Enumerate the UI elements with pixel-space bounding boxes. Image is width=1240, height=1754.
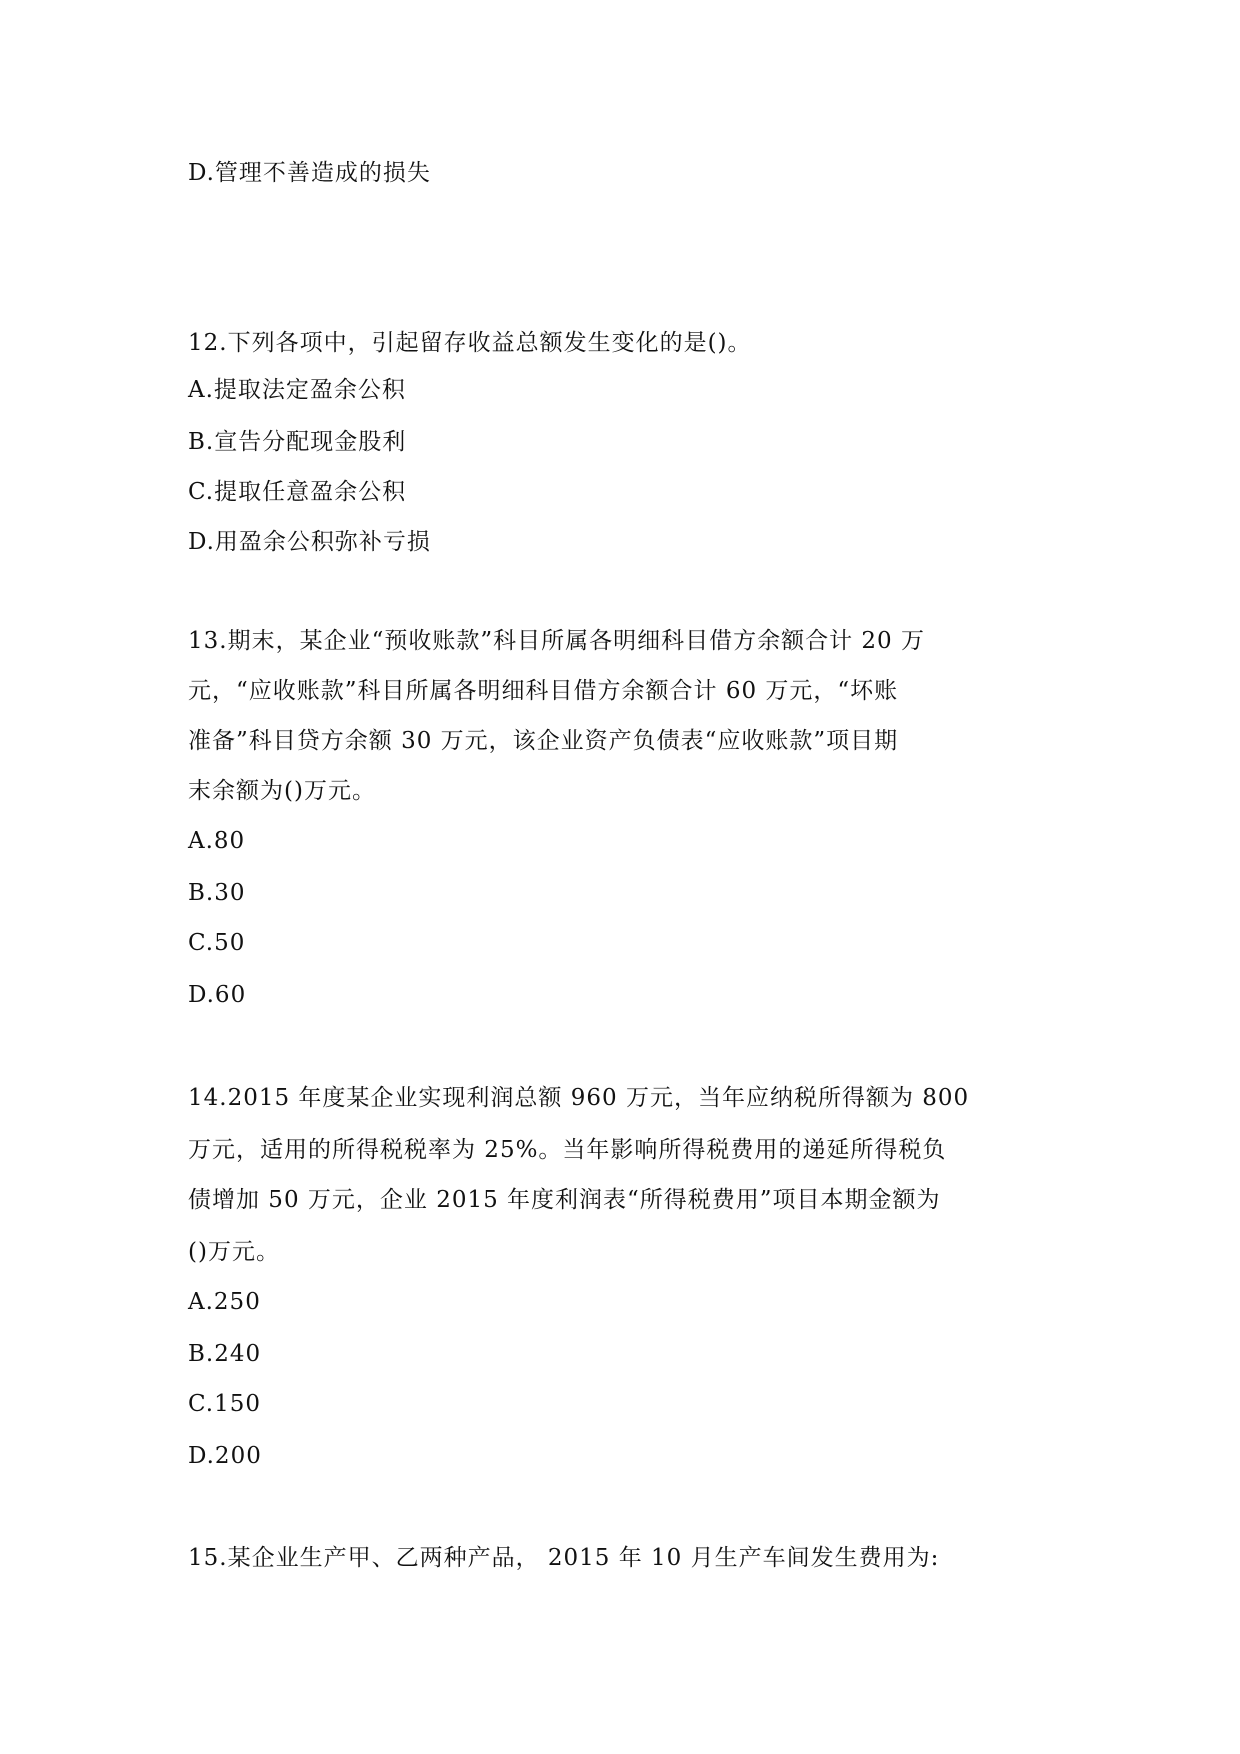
q11-option-d: D.管理不善造成的损失: [188, 160, 431, 186]
q13-stem-line-1: 13.期末，某企业“预收账款”科目所属各明细科目借方余额合计 20 万: [188, 628, 925, 654]
q13-stem-line-2: 元，“应收账款”科目所属各明细科目借方余额合计 60 万元，“坏账: [188, 678, 899, 704]
q14-option-a: A.250: [188, 1289, 261, 1315]
q14-option-d: D.200: [188, 1443, 262, 1469]
q12-option-c: C.提取任意盈余公积: [188, 479, 407, 505]
q12-option-d: D.用盈余公积弥补亏损: [188, 529, 431, 555]
q14-option-b: B.240: [188, 1341, 262, 1367]
q13-option-c: C.50: [188, 930, 246, 956]
q14-stem-line-3: 债增加 50 万元，企业 2015 年度利润表“所得税费用”项目本期金额为: [188, 1187, 941, 1213]
q15-stem: 15.某企业生产甲、乙两种产品， 2015 年 10 月生产车间发生费用为:: [188, 1545, 940, 1571]
q13-stem-line-4: 末余额为()万元。: [188, 778, 376, 804]
q12-option-a: A.提取法定盈余公积: [188, 377, 406, 403]
q14-stem-line-2: 万元，适用的所得税税率为 25%。当年影响所得税费用的递延所得税负: [188, 1137, 947, 1163]
q13-stem-line-3: 准备”科目贷方余额 30 万元，该企业资产负债表“应收账款”项目期: [188, 728, 899, 754]
q12-stem: 12.下列各项中，引起留存收益总额发生变化的是()。: [188, 330, 752, 356]
q13-option-a: A.80: [188, 828, 246, 854]
q13-option-b: B.30: [188, 880, 246, 906]
q14-option-c: C.150: [188, 1391, 261, 1417]
q13-option-d: D.60: [188, 982, 247, 1008]
q12-option-b: B.宣告分配现金股利: [188, 429, 407, 455]
q14-stem-line-1: 14.2015 年度某企业实现利润总额 960 万元，当年应纳税所得额为 800: [188, 1085, 970, 1111]
q14-stem-line-4: ()万元。: [188, 1239, 280, 1265]
